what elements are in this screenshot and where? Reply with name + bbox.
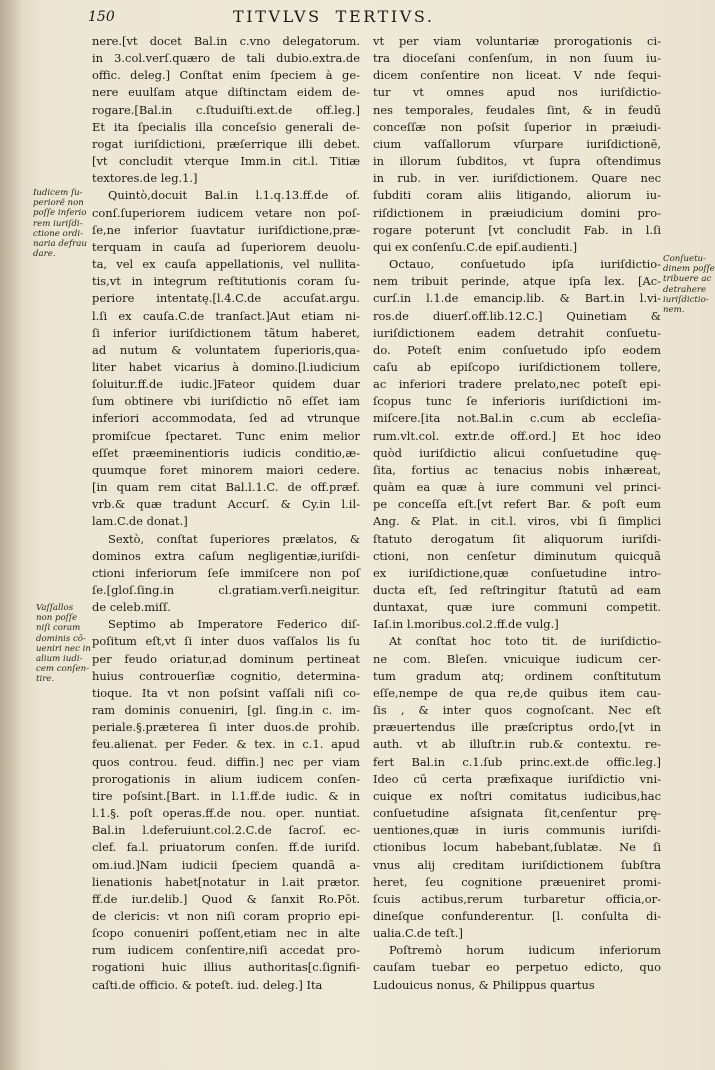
text-line: poſitum eſt,vt ſi inter duos vaſſalos lis ſu (92, 634, 360, 649)
text-line: Bal.in l.deferuiunt.col.2.C.de ſacroſ. ec- (92, 823, 360, 838)
text-line: lam.C.de donat.] (92, 514, 188, 529)
text-line: ctioni inferiorum ſeſe immiſcere non poſ (92, 565, 360, 580)
margin-note-right-1 (663, 254, 715, 316)
text-line: Poſtremò horum iudicum inferiorum (389, 943, 661, 958)
margin-note-line: ueniri nec in (36, 643, 91, 654)
text-line: liter habet vicarius à domino.[l.iudicium (92, 359, 360, 374)
text-line: ſubditi coram aliis litigando, aliorum iu- (373, 188, 661, 203)
text-line: ne com. Bleſen. vnicuique iudicum cer- (373, 651, 661, 666)
page-number: 150 (88, 9, 115, 25)
text-line: feu.alienat. per Feder. & tex. in c.1. apud (92, 737, 360, 752)
text-line: nem tribuit perinde, atque ipſa lex. [Ac- (373, 274, 661, 289)
text-line: l.1.§. poſt operas.ff.de nou. oper. nuntiat. (92, 806, 360, 821)
text-line: caſu ab epiſcopo iuriſdictionem tollere, (373, 359, 661, 374)
left-text-column (92, 33, 360, 994)
text-line: miſcere.[ita not.Bal.in c.cum ab eccleſia- (373, 411, 661, 426)
text-line: in illorum ſubditos, vt ſupra oſtendimus (373, 154, 661, 169)
text-line: ſis , & inter quos cognoſcant. Nec eſt (373, 703, 661, 718)
text-line: quòd iuriſdictio alicui conſuetudine quę- (373, 445, 661, 460)
text-line: [in quam rem citat Bal.l.1.C. de off.præf. (92, 480, 360, 495)
text-line: caſti.de officio. & poteſt. iud. deleg.] Ita (92, 977, 323, 992)
text-line: tur vt omnes apud nos iuriſdictio- (373, 85, 661, 100)
text-line: Et ita ſpecialis illa conceſsio generali de- (92, 119, 360, 134)
text-line: ſtatuto derogatum ſit aliquorum iuriſdi- (373, 531, 661, 546)
text-line: tis,vt in integrum reſtitutionis coram ſu- (92, 274, 360, 289)
text-line: eſſe,nempe de qua re,de quibus item cau- (373, 685, 661, 700)
text-line: nere euulſam atque diſtinctam eidem de- (92, 85, 360, 100)
margin-note-left-1 (33, 188, 91, 259)
text-line: auth. vt ab illuſtr.in rub.& contextu. re- (373, 737, 661, 752)
margin-note-line: non poſſe (36, 613, 78, 624)
text-line: vt per viam voluntariæ prorogationis ci- (373, 34, 661, 48)
text-line: periale.§.præterea ſi inter duos.de prohib. (92, 720, 360, 735)
text-line: terquam in cauſa ad ſuperiorem deuolu- (92, 239, 360, 254)
text-line: clef. fa.l. priuatorum conſen. ff.de iuriſd. (92, 840, 360, 855)
text-line: Ang. & Plat. in cit.l. viros, vbi ſi ſimplici (373, 514, 661, 529)
text-line: Sextò, conſtat ſuperiores prælatos, & (108, 531, 360, 546)
margin-note-line: dinem poſſe (663, 264, 715, 275)
text-line: pe conceſſa eſt.[vt refert Bar. & poſt eum (373, 497, 661, 512)
text-line: om.iud.]Nam iudicii ſpeciem quandã a- (92, 857, 360, 872)
text-line: At conſtat hoc toto tit. de iuriſdictio- (389, 634, 661, 649)
text-line: ſe,ne inferior ſuavtatur iuriſdictione,præ- (92, 222, 360, 237)
right-text-column (373, 33, 661, 994)
text-line: ſita, fortius ac tenacius nobis inhæreat, (373, 462, 661, 477)
margin-note-line: tire. (36, 674, 55, 685)
text-line: ros.de diuerſ.off.lib.12.C.] Quinetiam & (373, 308, 661, 323)
text-line: dominos extra caſum negligentiæ,iuriſdi- (92, 548, 360, 563)
text-line: Ideo cū certa præfixaque iuriſdictio vni- (373, 771, 661, 786)
text-line: nere.[vt docet Bal.in c.vno delegatorum. (92, 34, 360, 48)
margin-note-line: tribuere ac (663, 274, 712, 285)
text-line: Septimo ab Imperatore Federico diſ- (108, 617, 360, 632)
text-line: Iaſ.in l.moribus.col.2.ff.de vulg.] (373, 617, 559, 632)
text-line: Octauo, conſuetudo ipſa iuriſdictio- (389, 257, 661, 272)
text-line: inferiori accommodata, ſed ad vtrunque (92, 411, 360, 426)
text-line: rogare poterunt [vt concludit Fab. in l.ſi (373, 222, 661, 237)
text-line: dineſque confunderentur. [l. conſulta di- (373, 908, 661, 923)
text-line: quumque foret minorem maiori cedere. (92, 462, 360, 477)
running-title-word-2: TERTIVS. (335, 7, 435, 26)
margin-note-line: alium iudi- (36, 654, 83, 665)
text-line: riſdictionem in præiudicium domini pro- (373, 205, 661, 220)
text-line: ſcuis actibus,rerum turbaretur officia,or- (373, 891, 661, 906)
margin-note-line: dare. (33, 249, 56, 260)
text-line: uentiones,quæ in iuris communis iuriſdi- (373, 823, 661, 838)
text-line: Quintò,docuit Bal.in l.1.q.13.ff.de of. (108, 188, 360, 203)
text-line: ram dominis conueniri, [gl. ſing.in c. im- (92, 703, 360, 718)
text-line: rum iudicem conſentire,niſi accedat pro- (92, 943, 360, 958)
text-line: [vt concludit vterque Imm.in cit.l. Titiæ (92, 154, 360, 169)
margin-note-line: Vaſſallos (36, 603, 74, 613)
text-line: ff.de iur.delib.] Quod & ſanxit Ro.Pōt. (92, 891, 360, 906)
text-line: huius controuerſiæ cognitio, determina- (92, 668, 360, 683)
text-line: ducta eſt, ſed reſtringitur ſtatutū ad eam (373, 583, 661, 597)
text-line: prorogationis in alium iudicem conſen- (92, 771, 360, 786)
text-line: ad nutum & voluntatem ſuperioris,qua- (92, 342, 360, 357)
margin-note-line: periorẽ non (33, 198, 84, 209)
text-line: Ludouicus nonus, & Philippus quartus (373, 977, 595, 992)
text-line: iuriſdictionem eadem detrahit conſuetu- (373, 325, 661, 340)
text-line: præuertendus ille præſcriptus ordo,[vt in (373, 720, 661, 735)
text-line: lienationis habet[notatur in l.ait prætor. (92, 874, 360, 889)
text-line: qui ex conſenſu.C.de epiſ.audienti.] (373, 239, 578, 254)
text-line: do. Poteſt enim conſuetudo ipſo eodem (373, 342, 661, 357)
text-line: in 3.col.verſ.quæro de tali dubio.extra.de (92, 51, 360, 66)
text-line: tioque. Ita vt non poſsint vaſſali niſi co- (92, 685, 360, 700)
text-line: ex iuriſdictione,quæ conſuetudine intro- (373, 565, 661, 580)
text-line: curſ.in l.1.de emancip.lib. & Bart.in l.vi- (373, 291, 661, 306)
text-line: vrb.& quæ tradunt Accurſ. & Cy.in l.il- (92, 497, 360, 512)
text-line: rogationi huic illius authoritas[c.ſignifi- (92, 960, 360, 975)
text-line: de clericis: vt non niſi coram proprio epi- (92, 908, 360, 923)
text-line: conſuetudine aſsignata ſit,cenſentur prę- (373, 806, 661, 821)
text-line: tum gradum atq; ordinem conſtitutum (373, 668, 661, 683)
text-line: rum.vlt.col. extr.de off.ord.] Et hoc ideo (373, 428, 661, 443)
margin-note-line: dominis cō- (36, 633, 86, 644)
margin-note-line: ctione ordi- (33, 228, 83, 239)
text-line: tra dioceſani conſenſum, in non ſuum iu- (373, 51, 661, 66)
margin-note-line: Conſuetu- (663, 254, 706, 264)
text-line: rogat iuriſdictioni, præſerrique illi debet. (92, 136, 360, 151)
text-line: cium vaſſallorum vſurpare iuriſdictionē, (373, 136, 661, 151)
text-line: eſſet præeminentioris iudicis conditio,æ- (92, 445, 360, 460)
text-line: de celeb.miſſ. (92, 600, 171, 615)
margin-note-line: poſſe inferio (33, 208, 87, 219)
text-line: ſoluitur.ff.de iudic.]Fateor quidem duar (92, 377, 360, 392)
text-line: dicem conſentire non liceat. V nde ſequi- (373, 68, 661, 83)
margin-note-line: Iudicem ſu- (33, 188, 83, 198)
margin-note-line: rem iuriſdi- (33, 218, 83, 229)
text-line: heret, ſeu cognitione præueniret promi- (373, 874, 661, 889)
gutter-shadow (0, 0, 22, 1070)
text-line: nes temporales, feudales ſint, & in feudū (373, 102, 661, 117)
text-line: ſcopus tunc ſe inferioris iuriſdictioni im- (373, 394, 661, 409)
margin-note-line: cem conſen- (36, 664, 90, 675)
margin-note-line: naria defrau (33, 239, 87, 250)
text-line: vnus alij creditam iuriſdictionem ſubſtra (373, 857, 661, 872)
margin-note-line: detrahere (663, 284, 707, 295)
text-line: tire poſsint.[Bart. in l.1.ff.de iudic. & in (92, 788, 360, 803)
text-line: ualia.C.de teſt.] (373, 926, 463, 941)
text-line: l.ſi ex cauſa.C.de tranſact.]Aut etiam ni- (92, 308, 360, 323)
text-line: offic. deleg.] Conſtat enim ſpeciem à ge- (92, 68, 360, 83)
text-line: ta, vel ex cauſa appellationis, vel nullita- (92, 257, 360, 272)
running-head (233, 7, 435, 26)
text-line: conceſſæ non poſsit ſuperior in præiudi- (373, 119, 661, 134)
text-line: conſ.ſuperiorem iudicem vetare non poſ- (92, 205, 360, 220)
text-line: textores.de leg.1.] (92, 171, 198, 186)
text-line: ſi inferior iuriſdictionem tãtum haberet, (92, 325, 360, 340)
text-line: in rub. in ver. iuriſdictionem. Quare nec (373, 171, 661, 186)
text-line: rogare.[Bal.in c.ſtuduiſti.ext.de off.leg.] (92, 102, 360, 117)
text-line: cauſam tuebar eo perpetuo edicto, quo (373, 960, 661, 975)
text-line: quàm ea quæ à iure communi vel princi- (373, 480, 661, 495)
text-line: periore intentatę.[l.4.C.de accuſat.argu. (92, 291, 360, 306)
text-line: ctioni, non cenſetur diminutum quicquã (373, 548, 661, 563)
text-line: cuique ex noſtri comitatus iudicibus,hac (373, 788, 661, 803)
margin-note-line: nem. (663, 305, 685, 316)
text-line: ſum obtinere vbi iuriſdictio nõ eſſet iam (92, 394, 360, 409)
text-line: ctionibus locum habebant,ſublatæ. Ne ſi (373, 840, 661, 855)
margin-note-left-2 (36, 603, 92, 685)
running-title-word-1: TITVLVS (233, 7, 322, 26)
text-line: ac inferiori tradere prelato,nec poteſt epi- (373, 377, 661, 392)
margin-note-line: iuriſdictio- (663, 294, 709, 305)
text-line: ſe.[gloſ.ſing.in cl.gratiam.verſi.neigitur. (92, 583, 360, 597)
text-line: duntaxat, quæ iure communi competit. (373, 600, 661, 615)
margin-note-line: niſi coram (36, 623, 81, 634)
text-line: promiſcue ſpectaret. Tunc enim melior (92, 428, 360, 443)
text-line: per feudo oriatur,ad dominum pertineat (92, 651, 360, 666)
text-line: quos controu. feud. diffin.] nec per viam (92, 754, 360, 769)
text-line: fert Bal.in c.1.ſub princ.ext.de offic.leg.] (373, 754, 661, 769)
text-line: ſcopo conueniri poſſent,etiam nec in alte (92, 926, 360, 941)
